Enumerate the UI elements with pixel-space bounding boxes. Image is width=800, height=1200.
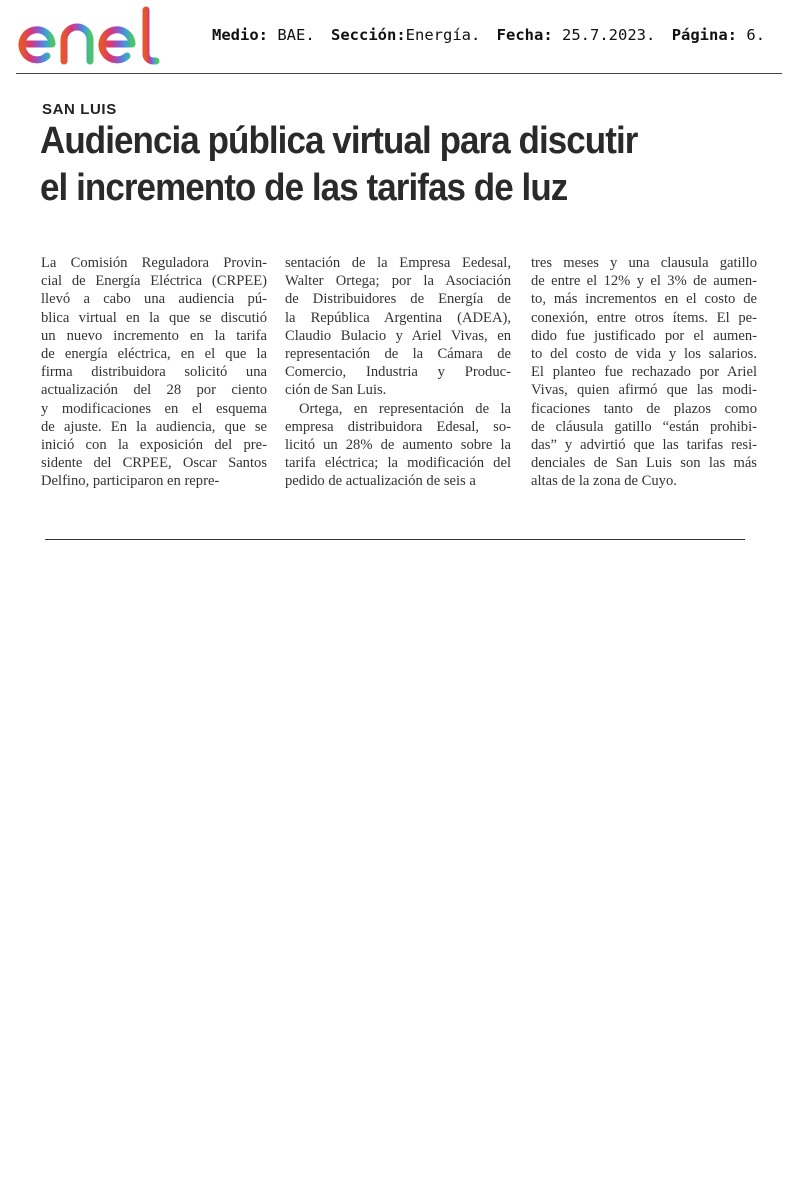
article-text-line: sidente del CRPEE, Oscar Santos xyxy=(41,455,267,472)
article-text-line: ción de San Luis. xyxy=(285,382,387,399)
article-text-line: blica virtual en la que se discutió xyxy=(41,309,267,326)
article-text-line: y modificaciones en el esquema xyxy=(41,400,267,417)
header-divider xyxy=(16,73,782,74)
article-text-line: de cláusula gatillo “están prohibi- xyxy=(531,418,757,435)
article-text-line: de entre el 12% y el 3% de aumen- xyxy=(531,273,757,290)
clipping-metadata xyxy=(212,26,765,44)
article-text-line: ficaciones tanto de plazos como xyxy=(531,400,757,417)
article-text-line: Claudio Bulacio y Ariel Vivas, en xyxy=(285,327,511,344)
article-text-line: dido fue justificado por el aumen- xyxy=(531,327,757,344)
article-text-line: La Comisión Reguladora Provin- xyxy=(41,255,267,271)
article-text-line: llevó a cabo una audiencia pú- xyxy=(41,291,267,308)
article-text-line: cial de Energía Eléctrica (CRPEE) xyxy=(41,273,267,290)
article-text-line: representación de la Cámara de xyxy=(285,345,511,362)
seccion-label: Sección: xyxy=(331,26,406,44)
article-text-line: Vivas, quien afirmó que las modi- xyxy=(531,382,757,399)
medio-label: Medio: xyxy=(212,26,268,44)
article-text-line: licitó un 28% de aumento sobre la xyxy=(285,436,511,453)
article-text-line: de Distribuidores de Energía de xyxy=(285,291,511,308)
enel-logo xyxy=(16,4,186,70)
article-text-line: actualización del 28 por ciento xyxy=(41,382,267,399)
article-text-line: firma distribuidora solicitó una xyxy=(41,364,267,381)
fecha-label: Fecha: xyxy=(496,26,553,44)
medio-value: BAE. xyxy=(277,26,315,44)
headline-line-2: el incremento de las tarifas de luz xyxy=(40,167,568,209)
article-text-line: sentación de la Empresa Eedesal, xyxy=(285,255,511,271)
article-text-line: Delfino, participaron en repre- xyxy=(41,473,220,490)
article-text-line: das” y advirtió que las tarifas resi- xyxy=(531,436,757,453)
article-text-line: de ajuste. En la audiencia, que se xyxy=(41,418,267,435)
article-column-1 xyxy=(41,254,267,490)
footer-divider xyxy=(45,539,745,540)
article-column-3 xyxy=(531,254,757,490)
headline-line-1: Audiencia pública virtual para discutir xyxy=(40,120,638,162)
article-text-line: Comercio, Industria y Produc- xyxy=(285,364,511,381)
pagina-value: 6. xyxy=(746,26,766,44)
article-text-line: denciales de San Luis son las más xyxy=(531,455,757,472)
headline xyxy=(40,118,702,212)
article-text-line: altas de la zona de Cuyo. xyxy=(531,473,677,490)
article-text-line: tres meses y una clausula gatillo xyxy=(531,255,757,271)
pagina-label: Página: xyxy=(671,26,738,44)
article-text-line: pedido de actualización de seis a xyxy=(285,473,476,490)
article-text-line: de energía eléctrica, en el que la xyxy=(41,345,267,362)
article-text-line: inició con la exposición del pre- xyxy=(41,436,267,453)
seccion-value: Energía. xyxy=(405,26,481,44)
fecha-value: 25.7.2023. xyxy=(562,26,656,44)
article-text-line: empresa distribuidora Edesal, so- xyxy=(285,418,511,435)
article-text-line: Walter Ortega; por la Asociación xyxy=(285,273,511,290)
article-text-line: conexión, entre otros ítems. El pe- xyxy=(531,309,757,326)
section-label: SAN LUIS xyxy=(42,101,117,118)
article-column-2 xyxy=(285,254,511,490)
article-text-line: la República Argentina (ADEA), xyxy=(285,309,511,326)
article-text-line: un nuevo incremento en la tarifa xyxy=(41,327,267,344)
article-text-line: to del costo de vida y los salarios. xyxy=(531,345,757,362)
article-text-line: Ortega, en representación de la xyxy=(299,400,511,417)
article-text-line: tarifa eléctrica; la modificación del xyxy=(285,455,511,472)
article-text-line: El planteo fue rechazado por Ariel xyxy=(531,364,757,381)
article-text-line: to, más incrementos en el costo de xyxy=(531,291,757,308)
